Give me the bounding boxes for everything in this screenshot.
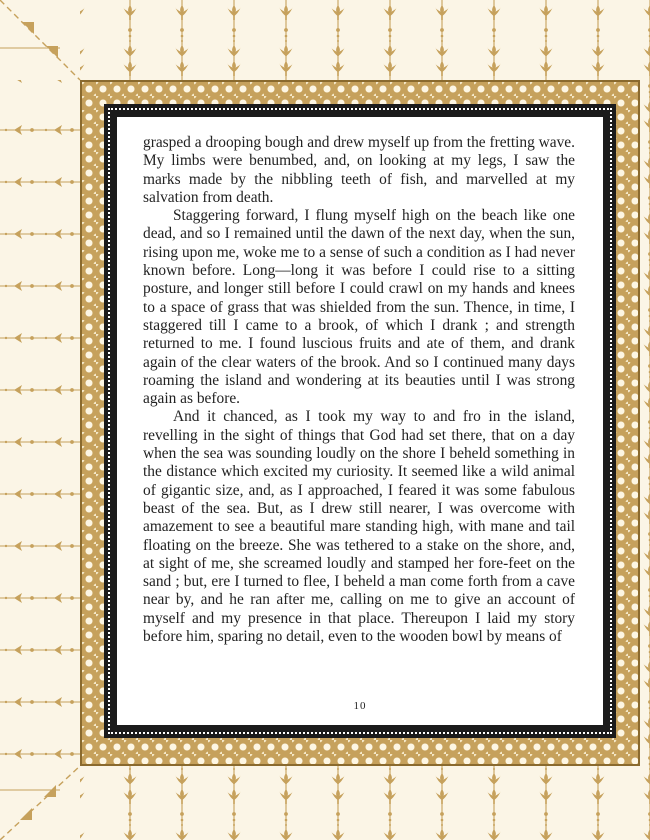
paragraph: grasped a drooping bough and drew myself up from the fretting wave. My limbs were benumbed, and, on looking at my legs, I saw the marks made by the nibbling teeth of fish, and marvelled at my salvation from death. xyxy=(143,134,575,206)
arrow-border-icon xyxy=(0,80,80,766)
body-text xyxy=(143,134,575,646)
page-number: 10 xyxy=(353,700,367,712)
paragraph: And it chanced, as I took my way to and fro in the island, revelling in the sight of things that God had set there, that on a day when the sea was sounding loudly on the shore I beheld something in the distance which excited my curiosity. It seemed like a wild animal of gigantic size, and, as I approached, I feared it was some fabulous beast of the sea. But, as I drew still nearer, I was overcome with amazement to see a beautiful mare standing high, with mane and tail floating on the breeze. She was tethered to a stake on the shore, and, at sight of me, she screamed loudly and stamped her fore-feet on the sand ; but, ere I turned to flee, I beheld a man come forth from a cave near by, and he ran after me, calling on me to give an account of myself and my presence in that place. Thereupon I laid my story before him, sparing no detail, even to the wooden bowl by means of xyxy=(143,408,575,646)
paragraph: Staggering forward, I flung myself high on the beach like one dead, and so I remained until the dawn of the next day, when the sun, rising upon me, woke me to a sense of such a condition as I had never known before. Long—long it was before I could rise to a sitting posture, and longer still before I could crawl on my hands and knees to a space of grass that was shielded from the sun. Thence, in time, I staggered till I came to a brook, of which I drank ; and strength returned to me. I found luscious fruits and ate of them, and drank again of the clear waters of the brook. And so I continued many days roaming the island and wondering at its beauties until I was strong again as before. xyxy=(143,207,575,408)
fleur-pattern-icon xyxy=(80,0,650,80)
